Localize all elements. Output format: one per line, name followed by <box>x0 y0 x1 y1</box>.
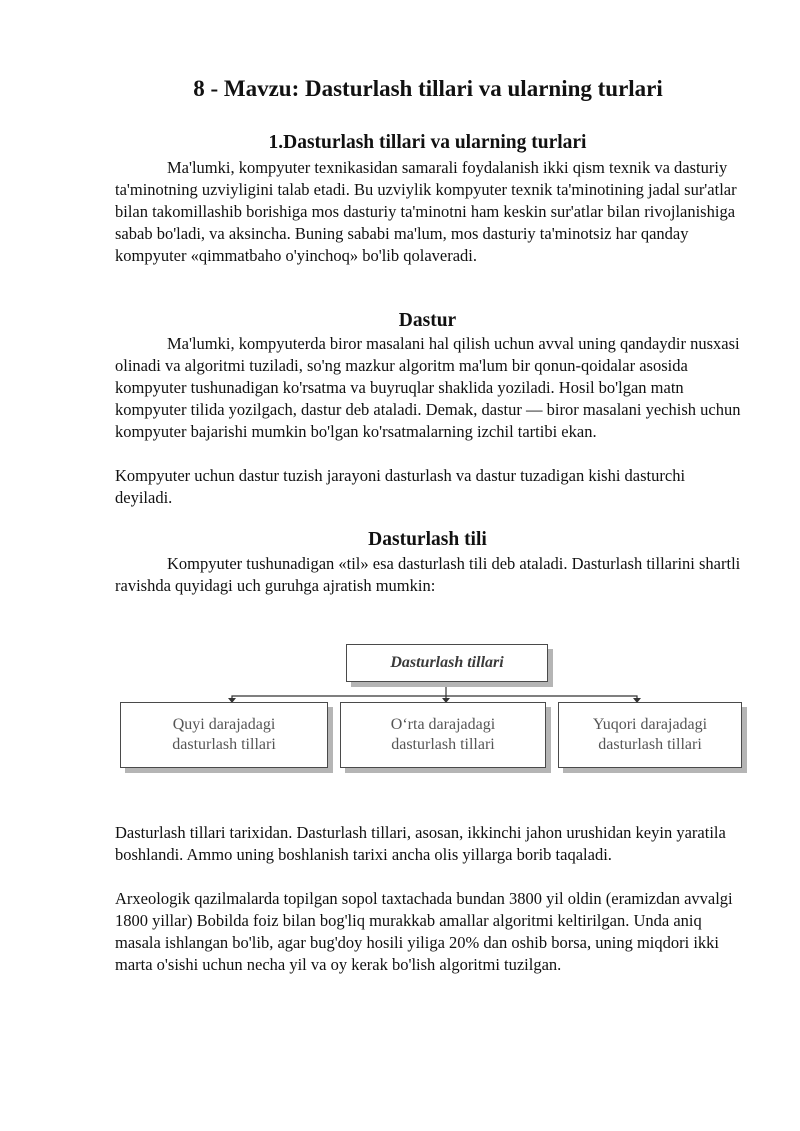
paragraph-intro: Ma'lumki, kompyuter texnikasidan samarali foydalanish ikki qism texnik va dasturiy ta'minotning uzviyligini talab etadi. Bu uzviylik kompyuter texnik ta'minotining jadal sur'atlar bilan takomillashib borishiga mos dasturiy ta'minotni ham keskin sur'atlar bilan rivojlanishiga sabab bo'ladi, va aksincha. Buning sababi ma'lum, mos dasturiy ta'minotsiz har qanday kompyuter «qimmatbaho o'yinchoq» bo'lib qolaveradi. <box>115 158 737 265</box>
paragraph-history: Dasturlash tillari tarixidan. Dasturlash tillari, asosan, ikkinchi jahon urushidan keyin yaratila boshlandi. Ammo uning boshlanish tarixi ancha olis yillarga borib taqaladi. <box>115 823 726 864</box>
section-heading-dasturlash-tili: Dasturlash tili <box>368 529 487 550</box>
paragraph-dastur: Ma'lumki, kompyuterda biror masalani hal qilish uchun avval uning qandaydir nusxasi olinadi va algoritmi tuziladi, so'ng mazkur algoritm ma'lum bir qonun-qoidalar asosida kompyuter tushunadigan ko'rsatma va buyruqlar shaklida yoziladi. Hosil bo'lgan matn kompyuter tilida yozilgach, dastur deb ataladi. Demak, dastur — biror masalani yechish uchun kompyuter bajarishi mumkin bo'lgan ko'rsatmalarning izchil tartibi ekan. <box>115 334 741 441</box>
diagram-low-level-box <box>120 702 328 768</box>
diagram-mid-level-line1: O‘rta darajadagi <box>390 716 496 733</box>
diagram-low-level-line1: Quyi darajadagi <box>172 716 276 733</box>
paragraph-dasturlash-tili: Kompyuter tushunadigan «til» esa dasturlash tili deb ataladi. Dasturlash tillarini shartli ravishda quyidagi uch guruhga ajratish mumkin: <box>115 554 741 595</box>
diagram-root-label: Dasturlash tillari <box>390 654 504 671</box>
diagram-high-level-box <box>558 702 742 768</box>
diagram-low-level-line2: dasturlash tillari <box>172 736 276 753</box>
section-heading-languages: 1.Dasturlash tillari va ularning turlari <box>268 132 587 153</box>
diagram-mid-level-line2: dasturlash tillari <box>391 736 495 753</box>
diagram-root-box <box>346 644 548 682</box>
diagram-high-level-line1: Yuqori darajadagi <box>592 716 708 733</box>
paragraph-dasturlash: Kompyuter uchun dastur tuzish jarayoni dasturlash va dastur tuzadigan kishi dasturchi deyiladi. <box>115 466 686 507</box>
diagram-high-level-line2: dasturlash tillari <box>598 736 702 753</box>
paragraph-babylon: Arxeologik qazilmalarda topilgan sopol taxtachada bundan 3800 yil oldin (eramizdan avvalgi 1800 yillar) Bobilda foiz bilan bog'liq murakkab amallar algoritmi keltirilgan. Unda aniq masala ishlangan bo'lib, agar bug'doy hosili yiliga 20% dan oshib borsa, uning miqdori ikki marta o'sishi uchun necha yil va oy kerak bo'lish algoritmi tuzilgan. <box>115 889 733 974</box>
section-heading-dastur: Dastur <box>398 310 457 331</box>
diagram-mid-level-box <box>340 702 546 768</box>
language-levels-diagram <box>112 640 748 782</box>
page-title: 8 - Mavzu: Dasturlash tillari va ularning turlari <box>193 76 663 101</box>
